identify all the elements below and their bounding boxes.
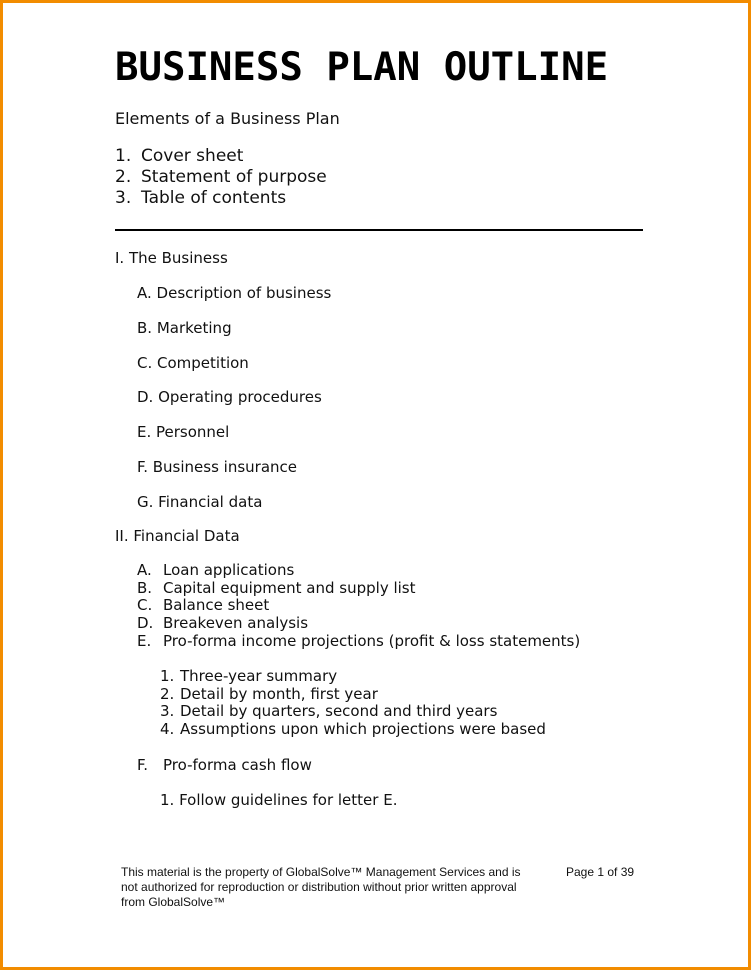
outline-item: A. Description of business <box>137 284 332 302</box>
document-subtitle: Elements of a Business Plan <box>115 109 340 128</box>
list-label: Pro-forma cash flow <box>163 756 312 774</box>
list-item <box>115 188 327 209</box>
list-label: Assumptions upon which projections were based <box>180 720 546 739</box>
list-item <box>115 167 327 188</box>
footer-line: not authorized for reproduction or distribution without prior written approval <box>121 880 517 894</box>
footer-line: This material is the property of GlobalSolve™ Management Services and is <box>121 865 521 879</box>
outline-item: F. Business insurance <box>137 458 298 476</box>
list-number: 1. <box>160 667 175 685</box>
list-item <box>137 615 580 633</box>
list-letter: E. <box>137 631 152 650</box>
outline-item: G. Financial data <box>137 493 263 511</box>
list-label: Pro-forma income projections (profit & loss statements) <box>163 631 581 650</box>
list-letter: F. <box>137 756 148 774</box>
list-letter: A. <box>137 561 152 579</box>
copyright-notice <box>121 865 541 910</box>
list-letter: C. <box>137 596 153 615</box>
list-item <box>137 633 580 651</box>
list-number: 4. <box>160 720 175 739</box>
list-label: Balance sheet <box>163 596 270 615</box>
list-label: Detail by month, first year <box>180 684 378 703</box>
page-number: Page 1 of 39 <box>566 865 635 879</box>
outline-item: C. Competition <box>137 354 249 372</box>
list-label: Detail by quarters, second and third years <box>180 702 498 721</box>
horizontal-divider <box>115 229 643 231</box>
list-label: Capital equipment and supply list <box>163 578 416 597</box>
list-number: 2. <box>160 684 175 703</box>
list-label: Statement of purpose <box>141 167 327 187</box>
outline-item: B. Marketing <box>137 319 232 337</box>
list-item <box>160 703 546 721</box>
document-title: BUSINESS PLAN OUTLINE <box>115 45 609 90</box>
list-item <box>137 580 580 598</box>
footer-line: from GlobalSolve™ <box>121 895 226 909</box>
list-item <box>160 668 546 686</box>
list-item <box>160 686 546 704</box>
list-number: 1. <box>115 146 132 166</box>
outline-subitem: 1. Follow guidelines for letter E. <box>160 791 398 809</box>
elements-list <box>115 146 327 209</box>
list-number: 2. <box>115 167 132 187</box>
section-heading-financial-data: II. Financial Data <box>115 527 240 545</box>
projection-subitems-list <box>160 668 546 739</box>
list-number: 3. <box>160 702 175 721</box>
list-label: Loan applications <box>163 561 295 579</box>
list-number: 3. <box>115 188 132 208</box>
list-letter: D. <box>137 614 154 633</box>
outline-item: E. Personnel <box>137 423 230 441</box>
list-item <box>137 597 580 615</box>
list-item <box>160 721 546 739</box>
financial-items-list <box>137 562 580 651</box>
outline-item-cash-flow <box>137 756 312 774</box>
list-label: Breakeven analysis <box>163 614 309 633</box>
list-item <box>115 146 327 167</box>
list-label: Three-year summary <box>180 667 338 685</box>
list-letter: B. <box>137 578 153 597</box>
list-label: Cover sheet <box>141 146 244 166</box>
outline-item: D. Operating procedures <box>137 388 322 406</box>
section-heading-business: I. The Business <box>115 249 228 267</box>
list-label: Table of contents <box>141 188 287 208</box>
list-item <box>137 562 580 580</box>
